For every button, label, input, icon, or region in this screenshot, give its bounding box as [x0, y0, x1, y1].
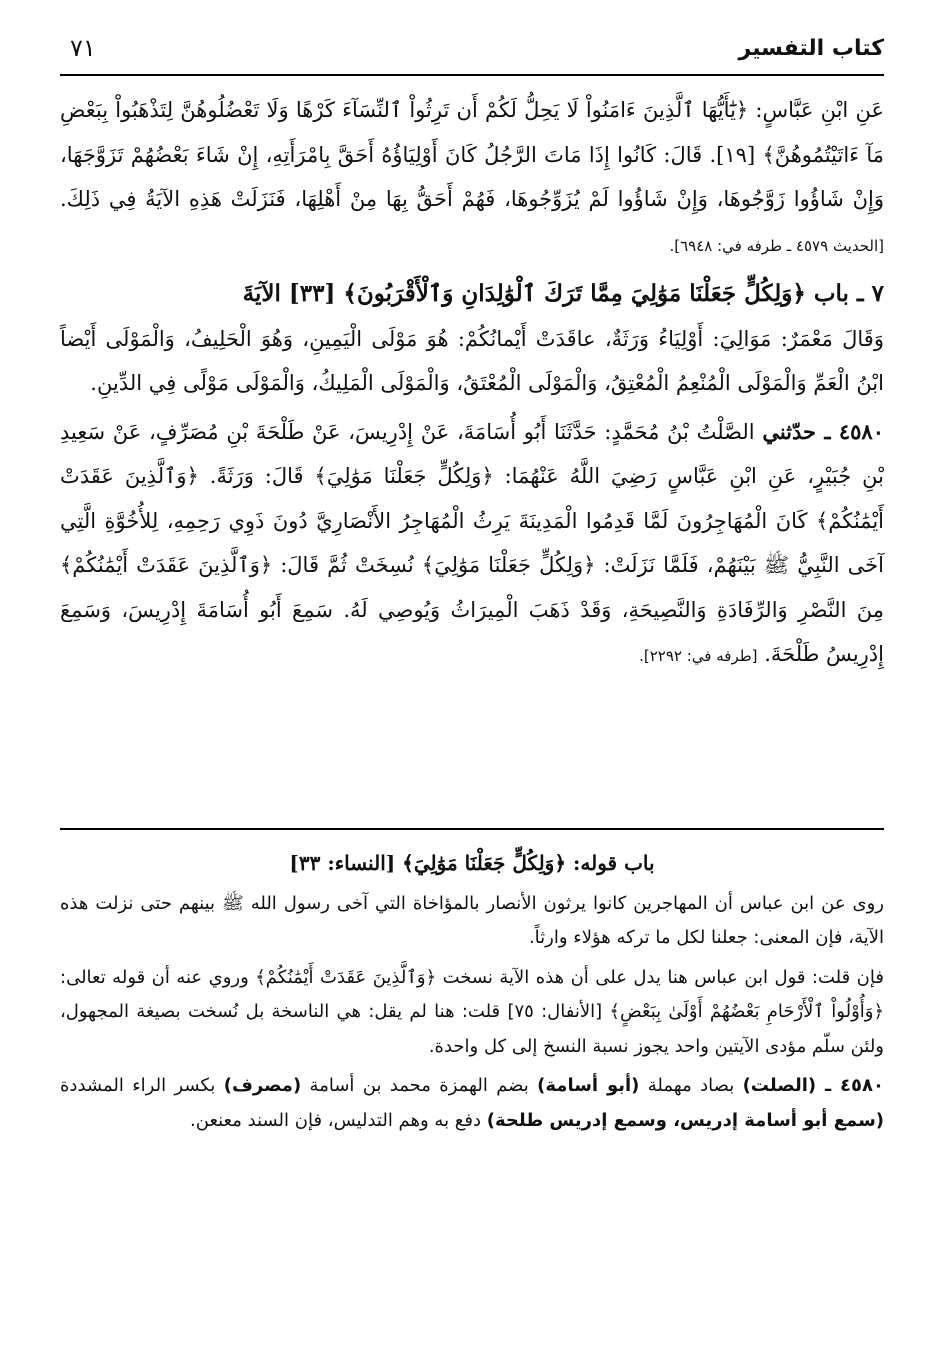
hadith-4580-body: الصَّلْتُ بْنُ مُحَمَّدٍ: حَدَّثَنَا أَبُو أُسَامَةَ، عَنْ إِدْرِيسَ، عَنْ طَلْحَةَ بْنِ مُصَرِّفٍ، عَنْ سَعِيدِ بْنِ جُبَيْرٍ، عَنِ ابْنِ عَبَّاسٍ رَضِيَ اللَّهُ عَنْهُمَا: ﴿وَلِكُلٍّ جَعَلْنَا مَوَٰلِيَ﴾ قَالَ: وَرَثَةً. ﴿وَٱلَّذِينَ عَقَدَتْ أَيْمَٰنُكُمْ﴾ كَانَ الْمُهَاجِرُونَ لَمَّا قَدِمُوا الْمَدِينَةَ يَرِثُ الْمُهَاجِرُ الأَنْصَارِيَّ دُونَ ذَوِي رَحِمِهِ، لِلأُخُوَّةِ الَّتِي آخَى النَّبِيُّ ﷺ بَيْنَهُمْ، فَلَمَّا نَزَلَتْ: ﴿وَلِكُلٍّ جَعَلْنَا مَوَٰلِيَ﴾ نُسِخَتْ ثُمَّ قَالَ: ﴿وَٱلَّذِينَ عَقَدَتْ أَيْمَٰنُكُمْ﴾ مِنَ النَّصْرِ وَالرِّفَادَةِ وَالنَّصِيحَةِ، وَقَدْ ذَهَبَ الْمِيرَاثُ وَيُوصِي لَهُ. سَمِعَ أَبُو أُسَامَةَ إِدْرِيسَ، وَسَمِعَ إِدْرِيسُ طَلْحَةَ. [60, 419, 884, 666]
commentary-text-a: بصاد مهملة [647, 1075, 735, 1096]
commentary-paragraph-2: فإن قلت: قول ابن عباس هنا يدل على أن هذه الآية نسخت ﴿وَٱلَّذِينَ عَقَدَتْ أَيْمَٰنُكُمْ﴾ وروي عنه أن قوله تعالى: ﴿وَأُوْلُواْ ٱلْأَرْحَامِ بَعْضُهُمْ أَوْلَىٰ بِبَعْضٍ﴾ [الأنفال: ٧٥] قلت: هنا لم يقل: هي الناسخة بل نُسخت بصيغة المجهول، ولئن سلّم مؤدى الآيتين واحد يجوز نسبة النسخ إلى كل واحدة. [60, 966, 884, 1057]
commentary-term-b: (أبو أسامة) [537, 1075, 640, 1096]
commentary-text-e: بكسر الراء المشددة [60, 1075, 216, 1096]
chapter-title: ٧ ـ باب ﴿وَلِكُلٍّ جَعَلْنَا مَوَٰلِيَ مِمَّا تَرَكَ ٱلْوَٰلِدَانِ وَٱلْأَقْرَبُونَ﴾ [٣٣] الآيَةَ [242, 280, 884, 307]
commentary-term-d: (مصرف) [223, 1075, 302, 1096]
commentary-text-c: بضم الهمزة محمد بن أسامة [309, 1075, 529, 1096]
commentary-paragraph-3 [60, 1069, 884, 1138]
section-divider [60, 828, 884, 830]
main-text [60, 88, 884, 679]
commentary-term-f: (سمع أبو أسامة إدريس، وسمع إدريس طلحة) [486, 1109, 884, 1131]
commentary-paragraph-1: روى عن ابن عباس أن المهاجرين كانوا يرثون الأنصار بالمؤاخاة التي آخى رسول الله ﷺ بينهم حتى نزلت هذه الآية، فإن المعنى: جعلنا لكل ما تركه هؤلاء وارثاً. [60, 892, 884, 948]
hadith-4579-body: عَنِ ابْنِ عَبَّاسٍ: ﴿يَٰٓأَيُّهَا ٱلَّذِينَ ءَامَنُواْ لَا يَحِلُّ لَكُمْ أَن تَرِثُواْ ٱلنِّسَآءَ كَرْهًا وَلَا تَعْضُلُوهُنَّ لِتَذْهَبُواْ بِبَعْضِ مَآ ءَاتَيْتُمُوهُنَّ﴾ [١٩]. قَالَ: كَانُوا إِذَا مَاتَ الرَّجُلُ كَانَ أَوْلِيَاؤُهُ أَحَقَّ بِامْرَأَتِهِ، إِنْ شَاءَ بَعْضُهُمْ تَزَوَّجَهَا، وَإِنْ شَاؤُوا زَوَّجُوهَا، وَإِنْ شَاؤُوا لَمْ يُزَوِّجُوهَا، فَهُمْ أَحَقُّ بِهَا مِنْ أَهْلِهَا، فَنَزَلَتْ هَذِهِ الآيَةُ فِي ذَلِكَ. [60, 98, 884, 211]
commentary-section [60, 846, 884, 1143]
hadith-4580-text [60, 410, 884, 679]
page-header [60, 30, 884, 76]
hadith-4580-ref: [طرفه في: ٢٢٩٢]. [639, 647, 758, 665]
commentary-lead: ٤٥٨٠ ـ (الصلت) [742, 1075, 884, 1096]
mamar-commentary: وَقَالَ مَعْمَرٌ: مَوَالِيَ: أَوْلِيَاءُ وَرَثَةٌ، عاقَدَتْ أَيْمانُكُمْ: هُوَ مَوْلَى الْيَمِينِ، وَهُوَ الْحَلِيفُ، وَالْمَوْلَى أَيْضاً ابْنُ الْعَمِّ وَالْمَوْلَى الْمُنْعِمُ الْمُعْتِقُ، وَالْمَوْلَى الْمُعْتَقُ، وَالْمَوْلَى الْمَلِيكُ، وَالْمَوْلَى مَوْلًى فِي الدِّينِ. [60, 326, 884, 395]
hadith-4579-ref: [الحديث ٤٥٧٩ ـ طرفه في: ٦٩٤٨]. [669, 236, 884, 255]
commentary-title: باب قوله: ﴿وَلِكُلٍّ جَعَلْنَا مَوَٰلِيَ﴾ [النساء: ٣٣] [289, 851, 655, 875]
hadith-4579-text [60, 88, 884, 268]
book-title: كتاب التفسير [738, 36, 884, 61]
page-number: ٧١ [70, 34, 96, 62]
hadith-number: ٤٥٨٠ ـ حدّثني [762, 418, 884, 444]
commentary-text-g: دفع به وهم التدليس، فإن السند معنعن. [190, 1109, 482, 1131]
